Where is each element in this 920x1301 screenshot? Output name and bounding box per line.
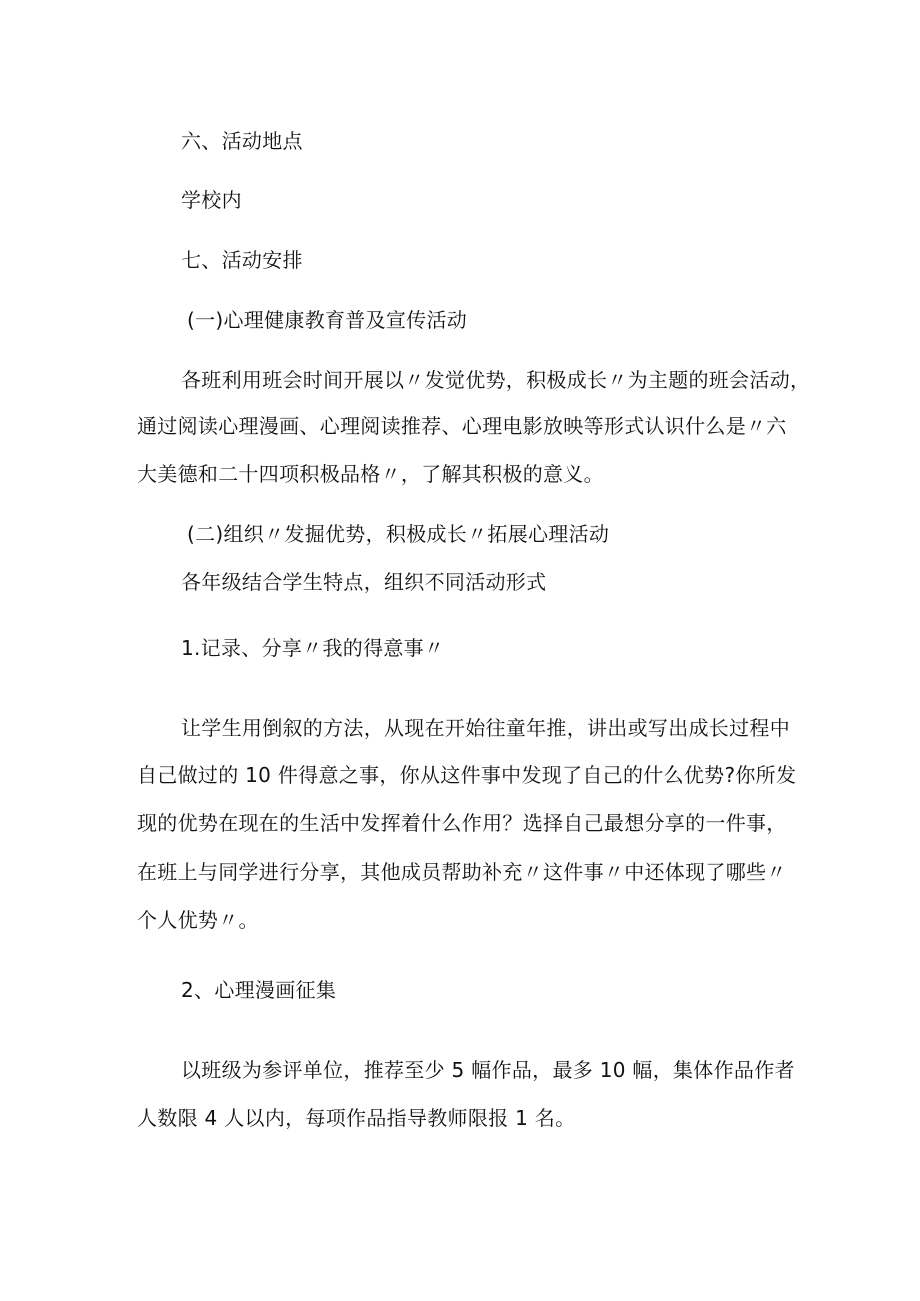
section-heading-location: 六、活动地点 [181,129,303,153]
paragraph-3-line-2: 自己做过的 10 件得意之事，你从这件事中发现了自己的什么优势?你所发 [137,763,797,787]
paragraph-3-line-4: 在班上与同学进行分享，其他成员帮助补充〃这件事〃中还体现了哪些〃 [137,860,787,884]
paragraph-3-line-3: 现的优势在现在的生活中发挥着什么作用？选择自己最想分享的一件事， [137,811,787,835]
paragraph-1-line-1: 各班利用班会时间开展以〃发觉优势，积极成长〃为主题的班会活动， [181,368,811,392]
paragraph-4-line-1: 以班级为参评单位，推荐至少 5 幅作品，最多 10 幅，集体作品作者 [181,1058,795,1082]
location-text: 学校内 [181,188,242,212]
subheading-1: (一)心理健康教育普及宣传活动 [187,308,468,332]
paragraph-2: 各年级结合学生特点，组织不同活动形式 [181,570,547,594]
subheading-2: (二)组织〃发掘优势，积极成长〃拓展心理活动 [187,522,610,546]
item-1-heading: 1.记录、分享〃我的得意事〃 [181,636,445,660]
paragraph-3-line-5: 个人优势〃。 [137,908,259,932]
paragraph-4-line-2: 人数限 4 人以内，每项作品指导教师限报 1 名。 [137,1106,576,1130]
section-heading-arrangement: 七、活动安排 [181,248,303,272]
item-2-heading: 2、心理漫画征集 [181,978,337,1002]
paragraph-1-line-3: 大美德和二十四项积极品格〃，了解其积极的意义。 [137,462,604,486]
paragraph-1-line-2: 通过阅读心理漫画、心理阅读推荐、心理电影放映等形式认识什么是〃六 [137,414,787,438]
paragraph-3-line-1: 让学生用倒叙的方法，从现在开始往童年推，讲出或写出成长过程中 [181,716,790,740]
